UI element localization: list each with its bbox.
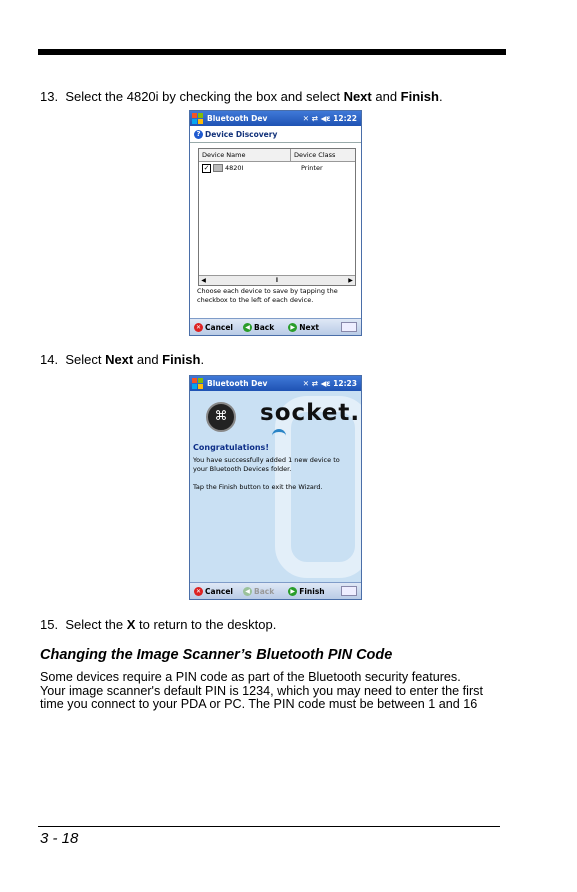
message-line: your Bluetooth Devices folder.	[193, 465, 292, 473]
back-arrow-icon: ◀	[243, 587, 252, 596]
title-bar	[190, 376, 361, 391]
scroll-right-icon[interactable]: ▶	[348, 277, 353, 284]
device-discovery-screenshot	[189, 110, 362, 336]
wizard-header: ? Device Discovery	[190, 126, 361, 143]
help-icon[interactable]: ?	[194, 130, 203, 139]
back-button[interactable]: ◀ Back	[243, 587, 274, 596]
message-line: Tap the Finish button to exit the Wizard.	[193, 483, 323, 491]
step-13: 13. Select the 4820i by checking the box and select Next and Finish.	[40, 89, 443, 104]
column-device-class[interactable]: Device Class	[294, 151, 336, 159]
printer-icon	[213, 164, 223, 172]
socket-logo: socket.	[260, 400, 361, 426]
status-icons: ✕ ⇄ ◀ε 12:23	[302, 379, 357, 388]
title-bar	[190, 111, 361, 126]
page-number: 3 - 18	[40, 830, 79, 847]
window-title: Bluetooth Dev	[207, 379, 268, 388]
step-15: 15. Select the X to return to the desktop.	[40, 617, 277, 632]
finish-button[interactable]: ▶ Finish	[288, 587, 324, 596]
top-rule	[38, 49, 506, 55]
section-heading: Changing the Image Scanner’s Bluetooth PIN Code	[40, 647, 393, 663]
next-arrow-icon: ▶	[288, 323, 297, 332]
cancel-button[interactable]: ✕ Cancel	[195, 586, 234, 596]
menu-bar	[190, 582, 361, 599]
list-header	[199, 149, 355, 162]
congratulations-title: Congratulations!	[193, 443, 269, 452]
status-icons: ✕ ⇄ ◀ε 12:22	[302, 114, 357, 123]
footer-rule	[38, 826, 500, 827]
scroll-thumb[interactable]: ⦀	[275, 276, 279, 284]
cancel-icon: ✕	[195, 587, 202, 595]
list-item[interactable]	[199, 162, 355, 174]
window-title: Bluetooth Dev	[207, 114, 268, 123]
horizontal-scrollbar[interactable]	[199, 275, 355, 285]
message-line: You have successfully added 1 new device to	[193, 456, 340, 464]
keyboard-icon[interactable]	[341, 586, 357, 596]
device-class: Printer	[301, 164, 323, 172]
windows-start-icon[interactable]	[192, 378, 204, 389]
cancel-button[interactable]: ✕ Cancel	[195, 322, 234, 332]
keyboard-icon[interactable]	[341, 322, 357, 332]
menu-bar	[190, 318, 361, 335]
instruction-text: Choose each device to save by tapping the checkbox to the left of each device.	[197, 287, 338, 304]
congratulations-screenshot	[189, 375, 362, 600]
bluetooth-logo-icon: ⌘	[206, 402, 236, 432]
windows-start-icon[interactable]	[192, 113, 204, 124]
socket-logo-arc	[272, 429, 286, 442]
back-button[interactable]: ◀ Back	[243, 323, 274, 332]
body-paragraph: Some devices require a PIN code as part of the Bluetooth security features. Your image scanner's default PIN is 1234, which you may need to enter the first time you connect to your PDA or PC. The PIN code must be between 1 and 16	[40, 670, 483, 711]
step-14: 14. Select Next and Finish.	[40, 352, 205, 367]
scroll-left-icon[interactable]: ◀	[201, 277, 206, 284]
device-checkbox[interactable]: ✓	[203, 163, 210, 172]
device-list[interactable]	[198, 148, 356, 286]
device-name: 4820I	[225, 164, 244, 172]
column-device-name[interactable]: Device Name	[199, 149, 291, 161]
finish-arrow-icon: ▶	[288, 587, 297, 596]
cancel-icon: ✕	[195, 323, 202, 331]
wizard-background	[190, 391, 361, 590]
back-arrow-icon: ◀	[243, 323, 252, 332]
next-button[interactable]: ▶ Next	[288, 323, 319, 332]
